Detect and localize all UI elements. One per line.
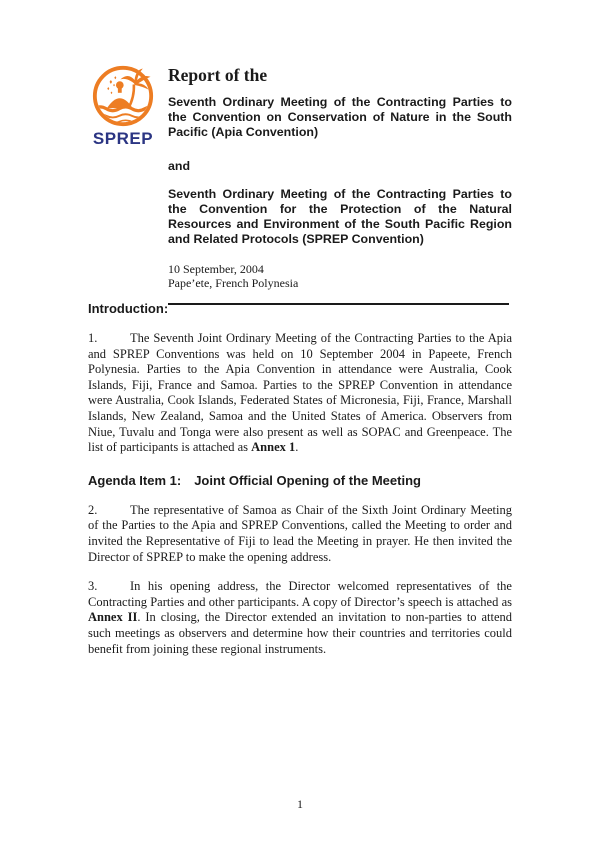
- paragraph-1: [88, 331, 512, 456]
- paragraph-3-text: In his opening address, the Director welcomed representatives of the Contracting Parties and other participants. A copy of Director’s speech is attached as: [88, 579, 512, 609]
- meeting-location: Pape’ete, French Polynesia: [168, 276, 299, 290]
- meeting-date: 10 September, 2004: [168, 262, 264, 276]
- and-connector: and: [168, 159, 191, 173]
- paragraph-3: [88, 579, 512, 657]
- sprep-logo: [86, 64, 160, 149]
- report-of-heading: Report of the: [168, 65, 268, 85]
- agenda-item-1-label: Agenda Item 1:: [88, 472, 182, 488]
- apia-convention-title: Seventh Ordinary Meeting of the Contracting Parties to the Convention on Conservation of Nature in the South Pacific (Apia Convention): [168, 95, 512, 139]
- paragraph-1-end: .: [295, 440, 299, 455]
- agenda-item-1-title: Joint Official Opening of the Meeting: [194, 472, 421, 488]
- agenda-item-1-heading: [88, 473, 512, 489]
- report-header: [168, 64, 512, 305]
- introduction-heading: Introduction:: [88, 301, 169, 316]
- page-number: 1: [297, 797, 303, 811]
- paragraph-2-number: 2.: [88, 502, 98, 517]
- paragraph-3-number: 3.: [88, 579, 98, 594]
- paragraph-3-end: . In closing, the Director extended an invitation to non-parties to attend such meetings as observers and determine how their countries and territories could benefit from joining these regional instruments.: [88, 610, 512, 656]
- annex-ii-reference: Annex II: [88, 610, 138, 625]
- paragraph-1-number: 1.: [88, 331, 98, 345]
- sprep-palm-island-icon: [91, 64, 155, 128]
- paragraph-2: [88, 503, 512, 565]
- paragraph-1-text: The Seventh Joint Ordinary Meeting of the Contracting Parties to the Apia and SPREP Conventions was held on 10 September 2004 in Papeete, French Polynesia. Parties to the Apia Convention in attendance were Australia, Cook Islands, Fiji, France and Samoa. Parties to the SPREP Convention in attendance were Australia, Cook Islands, Federated States of Micronesia, Fiji, France, Marshall Islands, New Zealand, Samoa and the United States of America. Observers from Niue, Tuvalu and Tonga were also present as well as SOPAC and Greenpeace. The list of participants is attached as: [88, 331, 512, 455]
- report-body: [88, 301, 512, 657]
- dateline: [168, 262, 512, 290]
- sprep-wordmark: SPREP: [92, 129, 154, 148]
- annex-1-reference: Annex 1: [251, 440, 296, 455]
- sprep-convention-title: Seventh Ordinary Meeting of the Contracting Parties to the Convention for the Protection of the Natural Resources and Environment of the South Pacific Region and Related Protocols (SPREP Convention): [168, 187, 512, 246]
- paragraph-2-text: The representative of Samoa as Chair of the Sixth Joint Ordinary Meeting of the Parties to the Apia and SPREP Conventions, called the Meeting to order and invited the Representative of Fiji to lead the Meeting in prayer. He then invited the Director of SPREP to make the opening address.: [88, 502, 512, 564]
